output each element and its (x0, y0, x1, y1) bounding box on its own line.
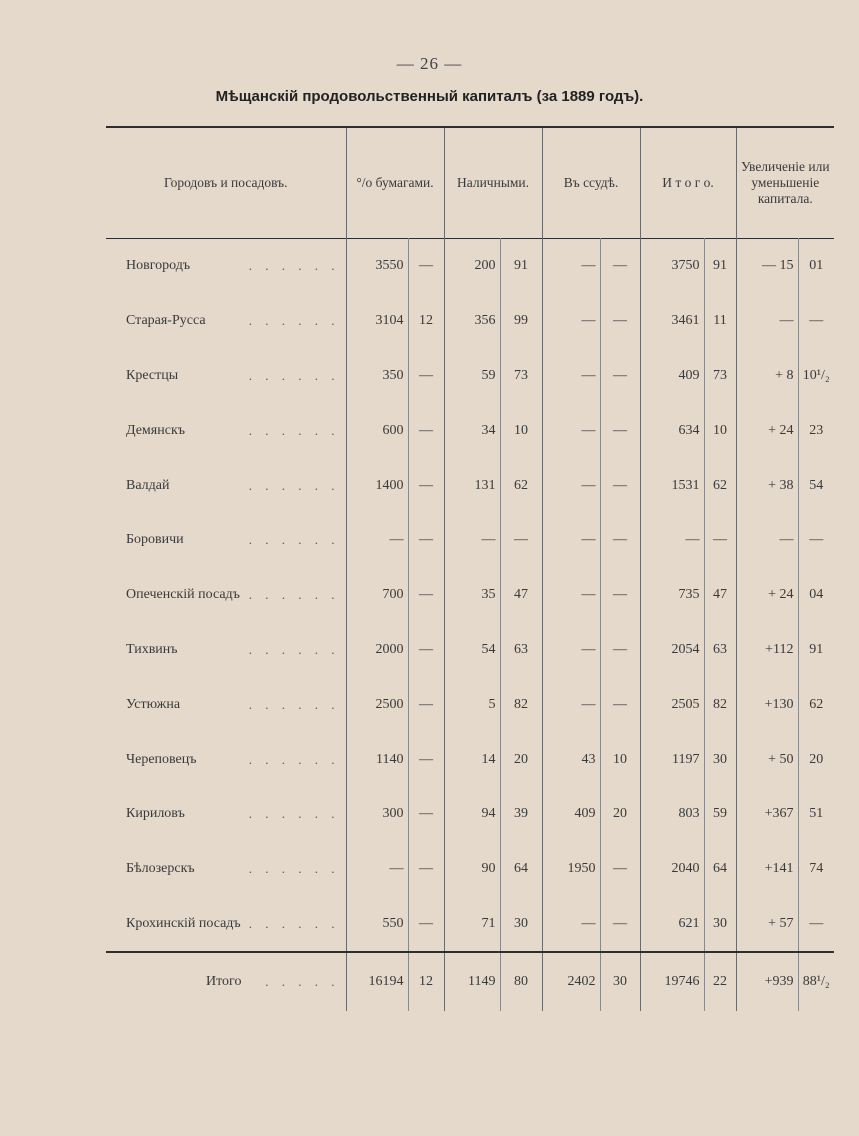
change-k-cell: 04 (798, 568, 834, 623)
loan-k-cell: 10 (600, 732, 640, 787)
total-k-cell: 30 (704, 732, 736, 787)
total-k-cell: 63 (704, 623, 736, 678)
papers-r-cell: 1400 (346, 458, 408, 513)
leader-dots: . . . . . . (248, 696, 340, 712)
town-name-cell (106, 952, 346, 1011)
total-r-cell: 634 (640, 403, 704, 458)
loan-k-cell: — (600, 897, 640, 953)
total-k-cell: 64 (704, 842, 736, 897)
table-body (106, 239, 834, 1012)
change-r-cell: + 57 (736, 897, 798, 953)
papers-r-cell: 3550 (346, 239, 408, 294)
town-name-cell (106, 842, 346, 897)
leader-dots: . . . . . . (248, 641, 340, 657)
papers-r-cell: — (346, 513, 408, 568)
total-r-cell: 621 (640, 897, 704, 953)
change-k-cell: 88¹/₂ (798, 952, 834, 1011)
cash-k-cell: 62 (500, 458, 542, 513)
cash-k-cell: 82 (500, 677, 542, 732)
total-r-cell: 2040 (640, 842, 704, 897)
total-r-cell: 1531 (640, 458, 704, 513)
town-name: Крестцы (126, 368, 182, 383)
header-change: Увеличеніе или уменьшеніе капитала. (736, 127, 834, 239)
loan-k-cell: — (600, 239, 640, 294)
change-r-cell: +367 (736, 787, 798, 842)
town-name-cell (106, 897, 346, 953)
loan-r-cell: — (542, 349, 600, 404)
change-r-cell: — 15 (736, 239, 798, 294)
header-loan: Въ ссудѣ. (542, 127, 640, 239)
total-k-cell: 91 (704, 239, 736, 294)
change-r-cell: +939 (736, 952, 798, 1011)
papers-k-cell: 12 (408, 952, 444, 1011)
change-k-cell: — (798, 513, 834, 568)
cash-k-cell: 63 (500, 623, 542, 678)
town-name-cell (106, 623, 346, 678)
cash-r-cell: 35 (444, 568, 500, 623)
leader-dots: . . . . . . (248, 861, 340, 877)
header-papers: °/о бумагами. (346, 127, 444, 239)
total-k-cell: 30 (704, 897, 736, 953)
loan-r-cell: — (542, 294, 600, 349)
loan-r-cell: — (542, 568, 600, 623)
town-name-cell (106, 787, 346, 842)
table-row (106, 294, 834, 349)
papers-k-cell: — (408, 239, 444, 294)
total-k-cell: — (704, 513, 736, 568)
change-k-cell: 54 (798, 458, 834, 513)
loan-k-cell: — (600, 403, 640, 458)
cash-k-cell: 80 (500, 952, 542, 1011)
cash-r-cell: 131 (444, 458, 500, 513)
change-r-cell: + 38 (736, 458, 798, 513)
table-row (106, 842, 834, 897)
table-row (106, 458, 834, 513)
change-k-cell: 51 (798, 787, 834, 842)
change-k-cell: 01 (798, 239, 834, 294)
loan-r-cell: 2402 (542, 952, 600, 1011)
change-k-cell: 23 (798, 403, 834, 458)
loan-r-cell: — (542, 623, 600, 678)
loan-r-cell: — (542, 239, 600, 294)
loan-k-cell: — (600, 458, 640, 513)
change-r-cell: + 8 (736, 349, 798, 404)
loan-r-cell: — (542, 677, 600, 732)
papers-k-cell: — (408, 568, 444, 623)
leader-dots: . . . . . . (248, 313, 340, 329)
town-name-cell (106, 349, 346, 404)
loan-r-cell: 1950 (542, 842, 600, 897)
total-r-cell: 3750 (640, 239, 704, 294)
header-cash: Наличными. (444, 127, 542, 239)
total-k-cell: 59 (704, 787, 736, 842)
papers-r-cell: 700 (346, 568, 408, 623)
cash-r-cell: 90 (444, 842, 500, 897)
page-number: — 26 — (396, 54, 463, 73)
leader-dots: . . . . . . (248, 806, 340, 822)
papers-k-cell: — (408, 842, 444, 897)
cash-k-cell: 64 (500, 842, 542, 897)
table-row (106, 513, 834, 568)
leader-dots: . . . . . . (248, 258, 340, 274)
loan-r-cell: — (542, 513, 600, 568)
total-r-cell: 1197 (640, 732, 704, 787)
total-r-cell: 3461 (640, 294, 704, 349)
papers-k-cell: — (408, 623, 444, 678)
town-name-cell (106, 568, 346, 623)
total-r-cell: — (640, 513, 704, 568)
leader-dots: . . . . . . (248, 532, 340, 548)
cash-r-cell: — (444, 513, 500, 568)
total-k-cell: 47 (704, 568, 736, 623)
change-k-cell: 74 (798, 842, 834, 897)
papers-k-cell: — (408, 458, 444, 513)
change-r-cell: + 50 (736, 732, 798, 787)
change-r-cell: +112 (736, 623, 798, 678)
cash-r-cell: 14 (444, 732, 500, 787)
cash-r-cell: 1149 (444, 952, 500, 1011)
papers-k-cell: — (408, 897, 444, 953)
papers-r-cell: 350 (346, 349, 408, 404)
cash-k-cell: 39 (500, 787, 542, 842)
town-name: Старая-Русса (126, 313, 210, 328)
table-row (106, 403, 834, 458)
total-k-cell: 11 (704, 294, 736, 349)
total-r-cell: 409 (640, 349, 704, 404)
total-r-cell: 803 (640, 787, 704, 842)
cash-r-cell: 94 (444, 787, 500, 842)
town-name: Опеченскій посадъ (126, 587, 244, 602)
papers-r-cell: 16194 (346, 952, 408, 1011)
town-name-cell (106, 458, 346, 513)
papers-r-cell: 2500 (346, 677, 408, 732)
leader-dots: . . . . . . (248, 477, 340, 493)
papers-k-cell: — (408, 732, 444, 787)
total-r-cell: 735 (640, 568, 704, 623)
page-title: Мѣщанскій продовольственный капиталъ (за 1889 годъ). (215, 88, 644, 105)
total-k-cell: 22 (704, 952, 736, 1011)
papers-r-cell: 1140 (346, 732, 408, 787)
cash-k-cell: 10 (500, 403, 542, 458)
leader-dots: . . . . . . (248, 915, 340, 931)
total-r-cell: 19746 (640, 952, 704, 1011)
papers-k-cell: — (408, 513, 444, 568)
cash-k-cell: — (500, 513, 542, 568)
town-name-cell (106, 239, 346, 294)
cash-r-cell: 54 (444, 623, 500, 678)
leader-dots: . . . . . . (248, 587, 340, 603)
total-k-cell: 82 (704, 677, 736, 732)
header-total: И т о г о. (640, 127, 736, 239)
total-k-cell: 10 (704, 403, 736, 458)
cash-r-cell: 5 (444, 677, 500, 732)
town-name: Новгородъ (126, 258, 194, 273)
table-header-row (106, 127, 834, 239)
total-row (106, 952, 834, 1011)
change-r-cell: +141 (736, 842, 798, 897)
cash-k-cell: 73 (500, 349, 542, 404)
table-row (106, 239, 834, 294)
table-row (106, 787, 834, 842)
loan-k-cell: — (600, 294, 640, 349)
table-row (106, 732, 834, 787)
change-k-cell: 10¹/₂ (798, 349, 834, 404)
papers-r-cell: 2000 (346, 623, 408, 678)
change-r-cell: + 24 (736, 403, 798, 458)
cash-k-cell: 91 (500, 239, 542, 294)
town-name-cell (106, 294, 346, 349)
loan-k-cell: — (600, 677, 640, 732)
change-r-cell: +130 (736, 677, 798, 732)
papers-k-cell: — (408, 403, 444, 458)
total-k-cell: 73 (704, 349, 736, 404)
leader-dots: . . . . . (265, 974, 340, 990)
change-r-cell: + 24 (736, 568, 798, 623)
town-name: Валдай (126, 478, 174, 493)
change-k-cell: — (798, 294, 834, 349)
header-towns: Городовъ и посадовъ. (163, 175, 288, 190)
town-name-cell (106, 677, 346, 732)
town-name: Устюжна (126, 697, 184, 712)
papers-r-cell: 3104 (346, 294, 408, 349)
town-name: Крохинскій посадъ (126, 916, 245, 931)
loan-k-cell: 30 (600, 952, 640, 1011)
cash-r-cell: 71 (444, 897, 500, 953)
papers-r-cell: 300 (346, 787, 408, 842)
cash-r-cell: 356 (444, 294, 500, 349)
cash-k-cell: 99 (500, 294, 542, 349)
total-r-cell: 2505 (640, 677, 704, 732)
papers-r-cell: 600 (346, 403, 408, 458)
cash-k-cell: 30 (500, 897, 542, 953)
table-row (106, 677, 834, 732)
loan-r-cell: 409 (542, 787, 600, 842)
town-name: Тихвинъ (126, 642, 182, 657)
papers-r-cell: 550 (346, 897, 408, 953)
change-k-cell: 62 (798, 677, 834, 732)
loan-k-cell: — (600, 349, 640, 404)
cash-k-cell: 20 (500, 732, 542, 787)
change-k-cell: — (798, 897, 834, 953)
table-row (106, 568, 834, 623)
cash-r-cell: 200 (444, 239, 500, 294)
change-k-cell: 91 (798, 623, 834, 678)
town-name-cell (106, 403, 346, 458)
loan-r-cell: — (542, 897, 600, 953)
town-name: Бѣлозерскъ (126, 861, 199, 876)
capital-table (106, 126, 834, 1011)
papers-k-cell: — (408, 787, 444, 842)
town-name: Боровичи (126, 532, 188, 547)
town-name: Демянскъ (126, 423, 189, 438)
table-row (106, 623, 834, 678)
leader-dots: . . . . . . (248, 751, 340, 767)
total-r-cell: 2054 (640, 623, 704, 678)
town-name: Кириловъ (126, 806, 189, 821)
table-row (106, 349, 834, 404)
table-row (106, 897, 834, 953)
loan-k-cell: — (600, 842, 640, 897)
loan-k-cell: — (600, 568, 640, 623)
change-r-cell: — (736, 294, 798, 349)
cash-r-cell: 59 (444, 349, 500, 404)
papers-k-cell: — (408, 349, 444, 404)
loan-k-cell: — (600, 623, 640, 678)
papers-r-cell: — (346, 842, 408, 897)
loan-r-cell: — (542, 458, 600, 513)
loan-k-cell: — (600, 513, 640, 568)
capital-table-container (106, 126, 834, 1011)
leader-dots: . . . . . . (248, 367, 340, 383)
town-name: Череповецъ (126, 752, 201, 767)
loan-k-cell: 20 (600, 787, 640, 842)
change-k-cell: 20 (798, 732, 834, 787)
papers-k-cell: 12 (408, 294, 444, 349)
leader-dots: . . . . . . (248, 422, 340, 438)
town-name: Итого (206, 974, 245, 989)
papers-k-cell: — (408, 677, 444, 732)
town-name-cell (106, 513, 346, 568)
change-r-cell: — (736, 513, 798, 568)
loan-r-cell: — (542, 403, 600, 458)
cash-k-cell: 47 (500, 568, 542, 623)
total-k-cell: 62 (704, 458, 736, 513)
town-name-cell (106, 732, 346, 787)
loan-r-cell: 43 (542, 732, 600, 787)
cash-r-cell: 34 (444, 403, 500, 458)
